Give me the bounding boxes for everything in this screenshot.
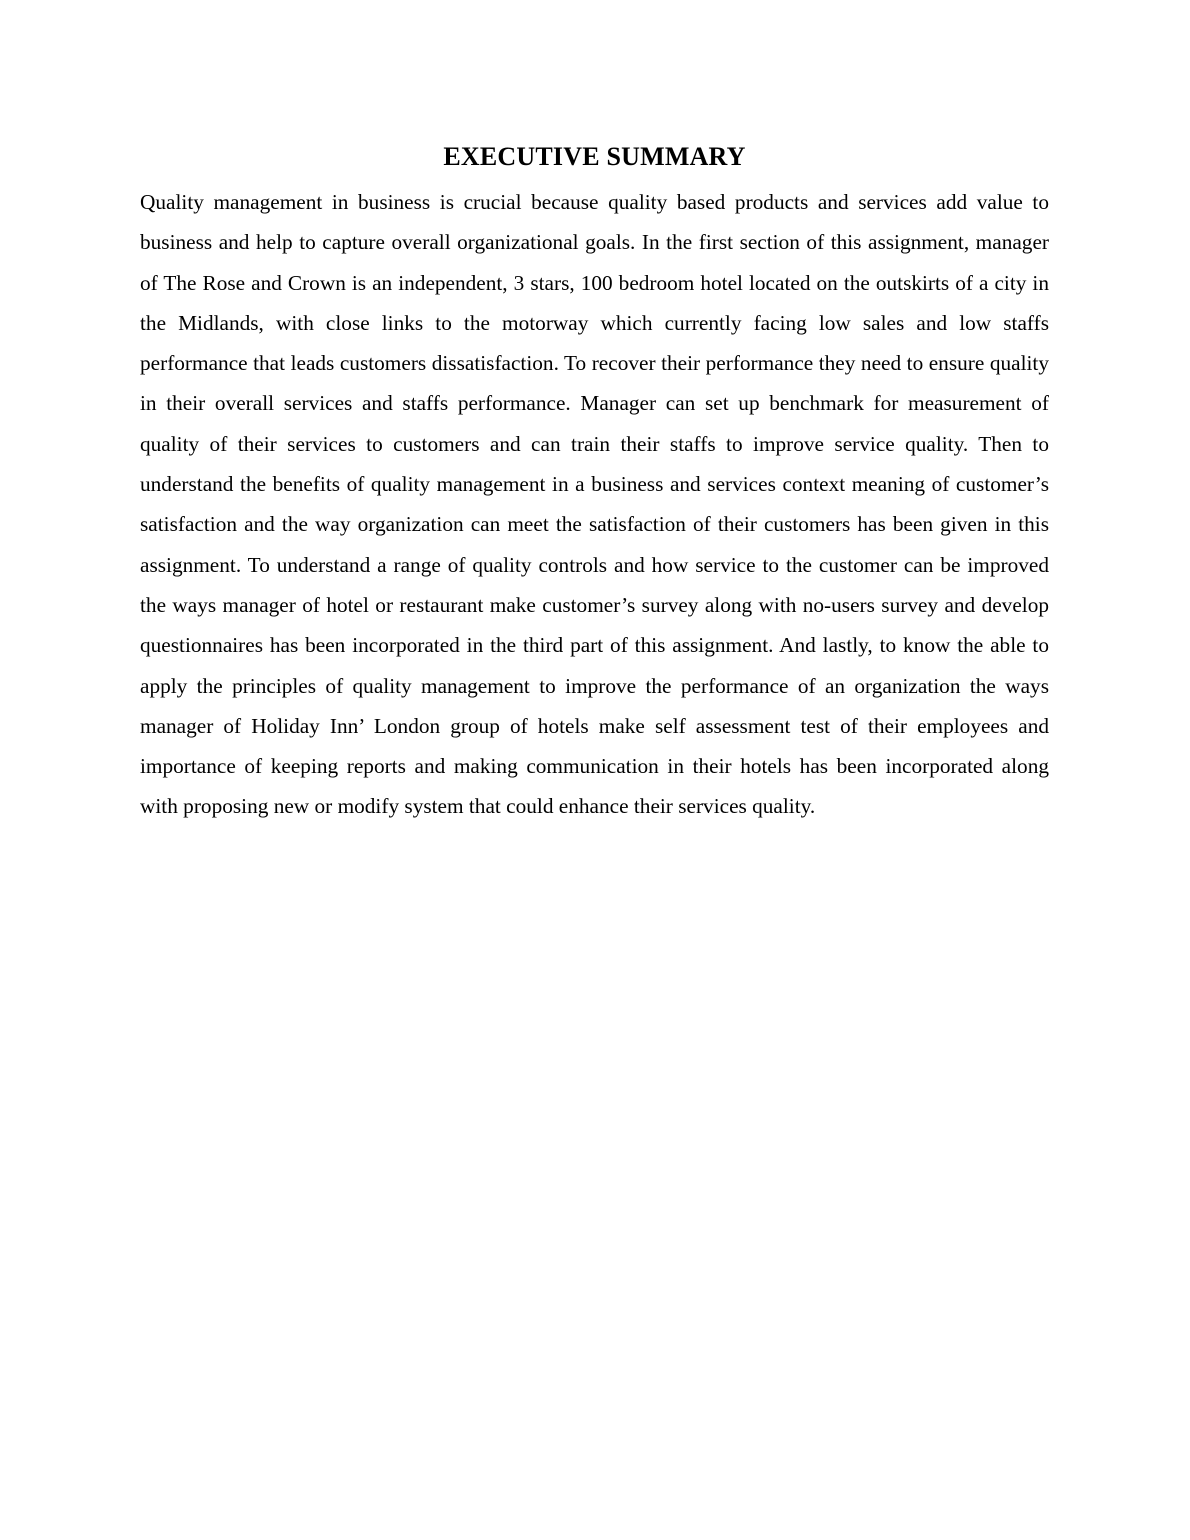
document-content [140, 140, 1049, 827]
summary-paragraph: Quality management in business is crucial because quality based products and services add value to business and help to capture overall organizational goals. In the first section of this assignment, manager of The Rose and Crown is an independent, 3 stars, 100 bedroom hotel located on the outskirts of a city in the Midlands, with close links to the motorway which currently facing low sales and low staffs performance that leads customers dissatisfaction. To recover their performance they need to ensure quality in their overall services and staffs performance. Manager can set up benchmark for measurement of quality of their services to customers and can train their staffs to improve service quality. Then to understand the benefits of quality management in a business and services context meaning of customer’s satisfaction and the way organization can meet the satisfaction of their customers has been given in this assignment. To understand a range of quality controls and how service to the customer can be improved the ways manager of hotel or restaurant make customer’s survey along with no-users survey and develop questionnaires has been incorporated in the third part of this assignment. And lastly, to know the able to apply the principles of quality management to improve the performance of an organization the ways manager of Holiday Inn’ London group of hotels make self assessment test of their employees and importance of keeping reports and making communication in their hotels has been incorporated along with proposing new or modify system that could enhance their services quality. [140, 190, 1049, 819]
page-title: EXECUTIVE SUMMARY [443, 142, 746, 171]
